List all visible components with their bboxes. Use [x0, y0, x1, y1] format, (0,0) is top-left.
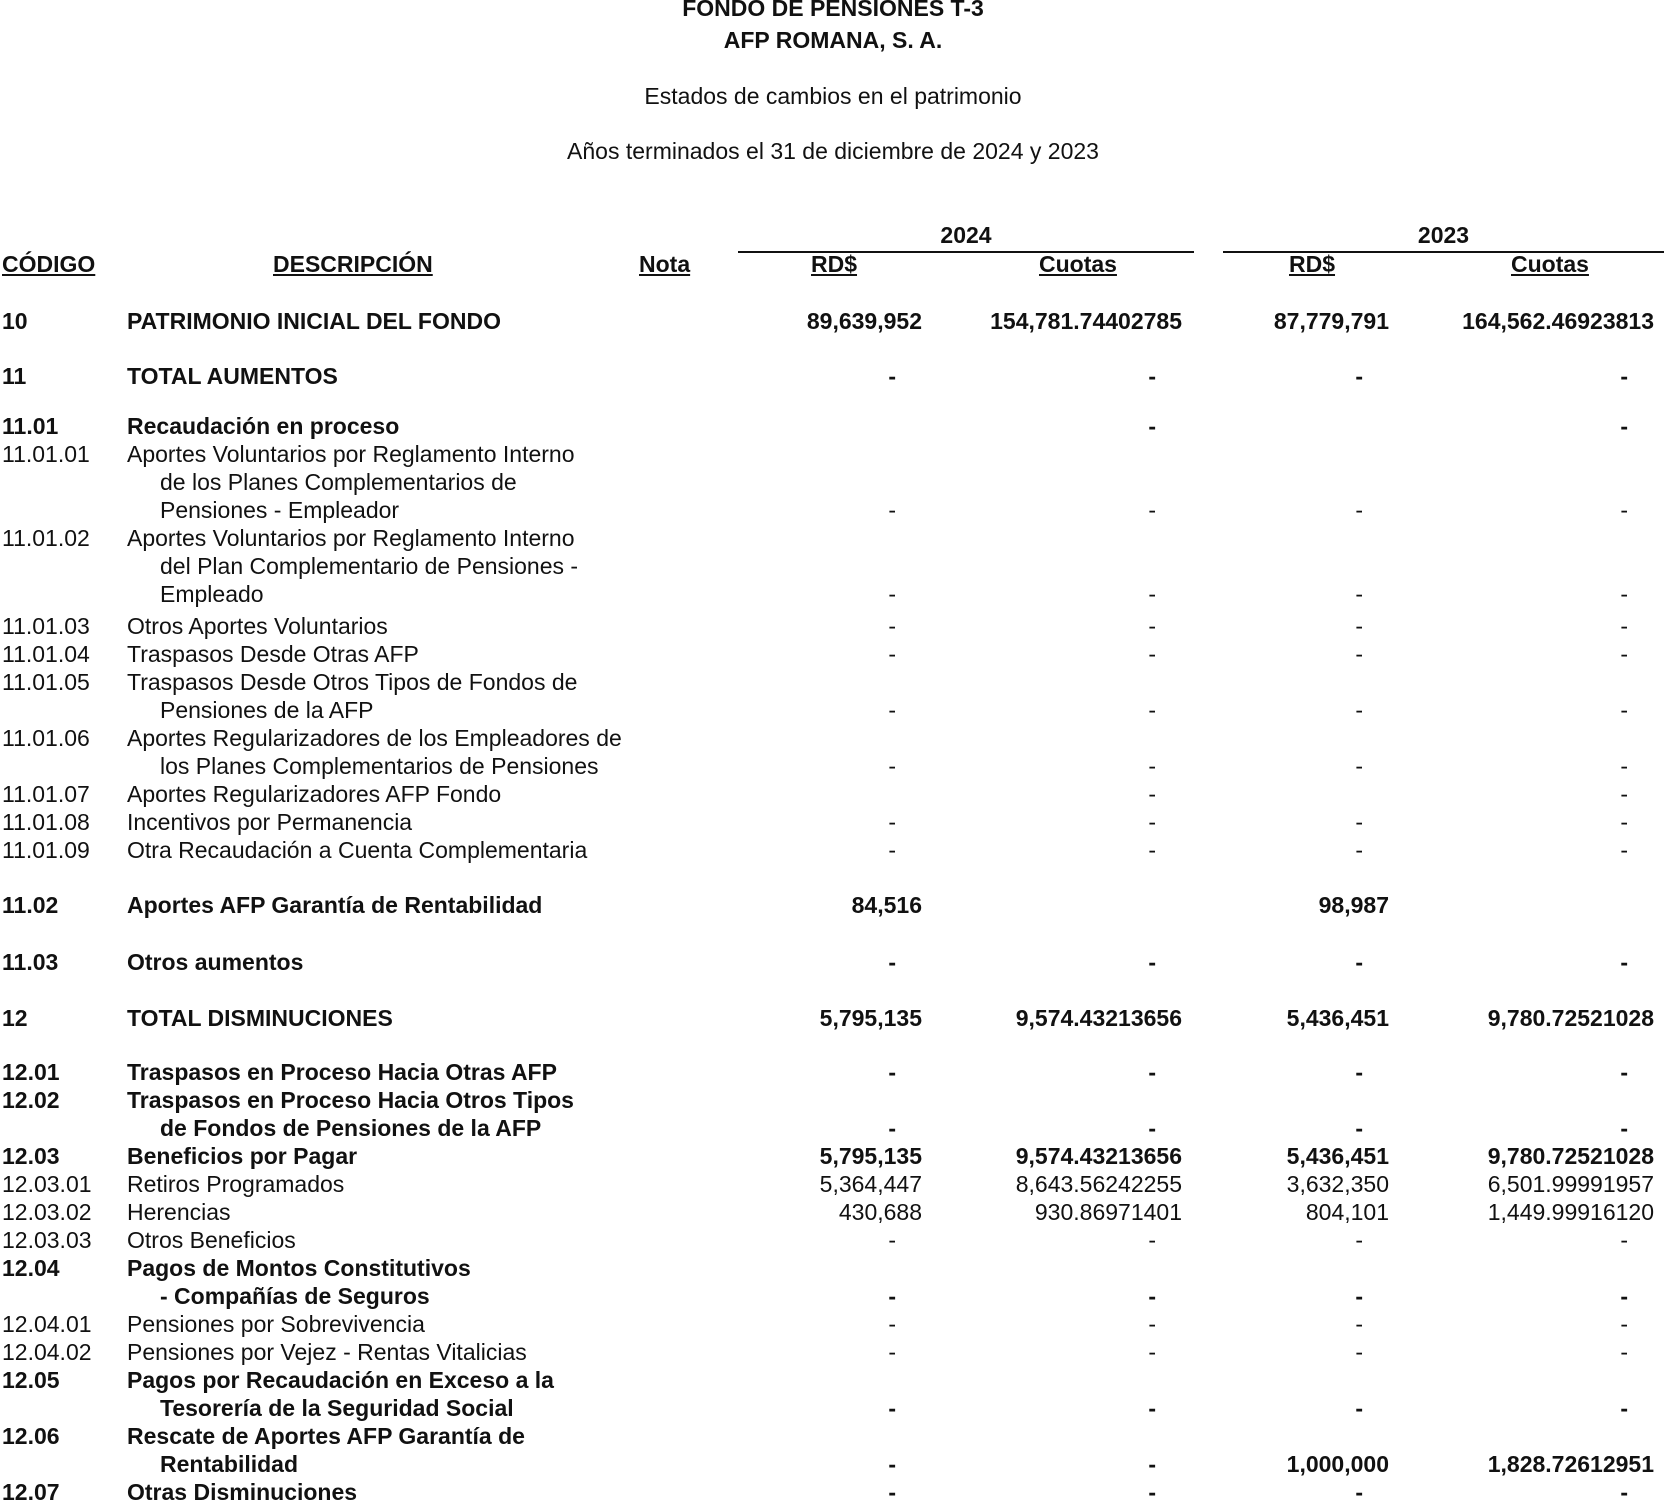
value-rd-2024: - [888, 363, 896, 389]
row-code: 12.01 [2, 1059, 60, 1085]
value-rd-2023: 5,436,451 [1286, 1143, 1389, 1169]
value-rd-2023: - [1355, 1479, 1363, 1505]
value-rd-2024: - [888, 1339, 896, 1365]
row-code: 11.01.01 [2, 441, 90, 467]
value-rd-2023: - [1355, 641, 1363, 667]
value-cuotas-2023: - [1620, 613, 1628, 639]
value-rd-2023: - [1355, 1311, 1363, 1337]
row-code: 10 [2, 308, 28, 334]
value-cuotas-2024: 154,781.74402785 [990, 308, 1182, 334]
value-cuotas-2023: 1,828.72612951 [1487, 1451, 1654, 1477]
row-description: Traspasos Desde Otros Tipos de Fondos de Pensiones de la AFP [127, 669, 578, 723]
statement-name: Estados de cambios en el patrimonio [644, 83, 1022, 109]
value-cuotas-2024: - [1148, 363, 1156, 389]
value-rd-2023: - [1355, 753, 1363, 779]
col-header-cuotas-2023: Cuotas [1511, 251, 1589, 277]
row-code: 12 [2, 1005, 28, 1031]
row-description: Otras Disminuciones [127, 1479, 358, 1505]
value-rd-2023: - [1355, 1115, 1363, 1141]
row-code: 11.02 [2, 892, 59, 918]
value-rd-2023: 98,987 [1318, 892, 1389, 918]
row-description: Traspasos en Proceso Hacia Otras AFP [127, 1059, 557, 1085]
value-cuotas-2024: - [1148, 781, 1156, 807]
row-description: Beneficios por Pagar [127, 1143, 358, 1169]
value-rd-2024: - [888, 949, 896, 975]
value-cuotas-2023: - [1620, 1227, 1628, 1253]
value-cuotas-2023: - [1620, 1283, 1628, 1309]
value-rd-2024: - [888, 1479, 896, 1505]
row-description: Aportes Regularizadores AFP Fondo [127, 781, 502, 807]
row-code: 11.01.07 [2, 781, 90, 807]
value-cuotas-2024: - [1148, 1451, 1156, 1477]
row-description: Pensiones por Vejez - Rentas Vitalicias [127, 1339, 527, 1365]
value-cuotas-2023: - [1620, 1059, 1628, 1085]
row-code: 12.02 [2, 1087, 60, 1113]
row-description: Aportes Voluntarios por Reglamento Interno del Plan Complementario de Pensiones - Empleado [127, 525, 579, 607]
value-cuotas-2023: - [1620, 697, 1628, 723]
value-cuotas-2024: - [1148, 1059, 1156, 1085]
value-cuotas-2023: - [1620, 753, 1628, 779]
value-cuotas-2023: 6,501.99991957 [1487, 1171, 1654, 1197]
value-cuotas-2023: - [1620, 1311, 1628, 1337]
row-description: Rescate de Aportes AFP Garantía de Rentabilidad [127, 1423, 525, 1477]
value-cuotas-2023: - [1620, 809, 1628, 835]
value-cuotas-2023: - [1620, 641, 1628, 667]
col-header-codigo: CÓDIGO [2, 251, 96, 277]
value-cuotas-2023: 9,780.72521028 [1487, 1143, 1654, 1169]
value-cuotas-2024: 9,574.43213656 [1015, 1143, 1182, 1169]
value-rd-2023: - [1355, 1339, 1363, 1365]
company-name: AFP ROMANA, S. A. [723, 27, 943, 53]
value-rd-2024: - [888, 837, 896, 863]
col-header-rd-2023: RD$ [1289, 251, 1336, 277]
row-code: 11.01.03 [2, 613, 90, 639]
value-cuotas-2024: - [1148, 697, 1156, 723]
row-code: 12.03.02 [2, 1199, 92, 1225]
value-rd-2023: - [1355, 1227, 1363, 1253]
row-code: 11.01.02 [2, 525, 90, 551]
value-rd-2024: 5,795,135 [819, 1143, 922, 1169]
value-rd-2023: - [1355, 697, 1363, 723]
value-cuotas-2023: - [1620, 413, 1628, 439]
row-code: 11.01.06 [2, 725, 90, 751]
value-rd-2024: - [888, 581, 896, 607]
value-cuotas-2024: - [1148, 1311, 1156, 1337]
value-rd-2024: 430,688 [838, 1199, 922, 1225]
row-description: Herencias [127, 1199, 231, 1225]
value-cuotas-2024: - [1148, 581, 1156, 607]
row-code: 12.04 [2, 1255, 60, 1281]
row-code: 11.01.08 [2, 809, 90, 835]
value-cuotas-2024: - [1148, 949, 1156, 975]
row-description: Otra Recaudación a Cuenta Complementaria [127, 837, 588, 863]
period-label: Años terminados el 31 de diciembre de 2024 y 2023 [567, 138, 1099, 164]
value-rd-2023: - [1355, 1059, 1363, 1085]
value-rd-2023: - [1355, 497, 1363, 523]
value-rd-2023: 1,000,000 [1286, 1451, 1389, 1477]
col-header-cuotas-2024: Cuotas [1039, 251, 1117, 277]
value-rd-2023: - [1355, 1283, 1363, 1309]
value-cuotas-2024: 8,643.56242255 [1015, 1171, 1182, 1197]
value-rd-2024: - [888, 1311, 896, 1337]
row-description: PATRIMONIO INICIAL DEL FONDO [127, 308, 501, 334]
value-rd-2023: - [1355, 581, 1363, 607]
value-cuotas-2024: - [1148, 1339, 1156, 1365]
value-rd-2023: - [1355, 1395, 1363, 1421]
row-description: Otros Aportes Voluntarios [127, 613, 388, 639]
row-description: TOTAL AUMENTOS [127, 363, 338, 389]
row-description: TOTAL DISMINUCIONES [127, 1005, 393, 1031]
value-cuotas-2023: - [1620, 781, 1628, 807]
row-code: 12.04.01 [2, 1311, 92, 1337]
row-code: 11.03 [2, 949, 59, 975]
value-rd-2024: - [888, 1227, 896, 1253]
value-cuotas-2023: - [1620, 837, 1628, 863]
row-code: 12.05 [2, 1367, 60, 1393]
value-rd-2024: 5,364,447 [819, 1171, 922, 1197]
row-description: Aportes AFP Garantía de Rentabilidad [127, 892, 543, 918]
value-cuotas-2023: 9,780.72521028 [1487, 1005, 1654, 1031]
row-description: Pensiones por Sobrevivencia [127, 1311, 425, 1337]
row-code: 11.01 [2, 413, 59, 439]
value-rd-2024: - [888, 1395, 896, 1421]
row-code: 11 [2, 363, 27, 389]
value-rd-2023: 3,632,350 [1286, 1171, 1389, 1197]
value-rd-2024: - [888, 641, 896, 667]
row-code: 11.01.09 [2, 837, 90, 863]
row-code: 12.03.01 [2, 1171, 92, 1197]
value-rd-2024: - [888, 1451, 896, 1477]
value-rd-2024: - [888, 1059, 896, 1085]
value-cuotas-2023: - [1620, 581, 1628, 607]
value-rd-2023: - [1355, 363, 1363, 389]
row-description: Recaudación en proceso [127, 413, 400, 439]
value-cuotas-2023: - [1620, 497, 1628, 523]
value-cuotas-2023: - [1620, 1479, 1628, 1505]
value-cuotas-2024: - [1148, 641, 1156, 667]
value-cuotas-2024: - [1148, 413, 1156, 439]
value-cuotas-2024: - [1148, 1395, 1156, 1421]
col-header-rd-2024: RD$ [811, 251, 858, 277]
row-description: Retiros Programados [127, 1171, 345, 1197]
row-description: Otros aumentos [127, 949, 304, 975]
value-cuotas-2024: 930.86971401 [1034, 1199, 1182, 1225]
row-description: Pagos de Montos Constitutivos - Compañías de Seguros [127, 1255, 471, 1309]
value-cuotas-2023: 1,449.99916120 [1487, 1199, 1654, 1225]
row-code: 12.04.02 [2, 1339, 92, 1365]
value-rd-2023: 804,101 [1305, 1199, 1389, 1225]
row-code: 12.03 [2, 1143, 60, 1169]
col-header-nota: Nota [639, 251, 691, 277]
value-rd-2023: 5,436,451 [1286, 1005, 1389, 1031]
value-cuotas-2024: - [1148, 837, 1156, 863]
value-rd-2024: - [888, 1283, 896, 1309]
value-cuotas-2023: - [1620, 949, 1628, 975]
value-rd-2024: 84,516 [851, 892, 922, 918]
row-description: Pagos por Recaudación en Exceso a la Tesorería de la Seguridad Social [127, 1367, 554, 1421]
value-rd-2024: 5,795,135 [819, 1005, 922, 1031]
row-description: Aportes Voluntarios por Reglamento Interno de los Planes Complementarios de Pensiones - Empleador [127, 441, 575, 523]
value-rd-2023: 87,779,791 [1273, 308, 1389, 334]
value-rd-2023: - [1355, 837, 1363, 863]
value-rd-2024: - [888, 497, 896, 523]
value-rd-2024: - [888, 753, 896, 779]
row-code: 11.01.05 [2, 669, 90, 695]
year-2023-heading: 2023 [1417, 222, 1470, 248]
row-description: Traspasos Desde Otras AFP [127, 641, 419, 667]
value-rd-2024: - [888, 613, 896, 639]
row-code: 11.01.04 [2, 641, 90, 667]
row-description: Incentivos por Permanencia [127, 809, 413, 835]
value-rd-2024: - [888, 809, 896, 835]
value-cuotas-2023: - [1620, 363, 1628, 389]
value-rd-2023: - [1355, 613, 1363, 639]
value-cuotas-2024: 9,574.43213656 [1015, 1005, 1182, 1031]
value-cuotas-2024: - [1148, 753, 1156, 779]
value-rd-2024: 89,639,952 [806, 308, 922, 334]
row-description: Aportes Regularizadores de los Empleadores de los Planes Complementarios de Pensiones [127, 725, 622, 779]
value-cuotas-2024: - [1148, 613, 1156, 639]
row-description: Otros Beneficios [127, 1227, 296, 1253]
value-rd-2023: - [1355, 809, 1363, 835]
value-cuotas-2024: - [1148, 1479, 1156, 1505]
value-cuotas-2024: - [1148, 1283, 1156, 1309]
report-title: FONDO DE PENSIONES T-3 [682, 0, 984, 21]
value-cuotas-2023: - [1620, 1395, 1628, 1421]
row-code: 12.06 [2, 1423, 60, 1449]
value-cuotas-2023: 164,562.46923813 [1462, 308, 1654, 334]
value-cuotas-2024: - [1148, 1115, 1156, 1141]
row-code: 12.07 [2, 1479, 60, 1505]
col-header-descripcion: DESCRIPCIÓN [273, 251, 433, 277]
value-cuotas-2023: - [1620, 1115, 1628, 1141]
value-cuotas-2023: - [1620, 1339, 1628, 1365]
value-rd-2023: - [1355, 949, 1363, 975]
row-code: 12.03.03 [2, 1227, 92, 1253]
value-cuotas-2024: - [1148, 809, 1156, 835]
value-rd-2024: - [888, 697, 896, 723]
value-cuotas-2024: - [1148, 497, 1156, 523]
row-description: Traspasos en Proceso Hacia Otros Tipos de Fondos de Pensiones de la AFP [127, 1087, 574, 1141]
year-2024-heading: 2024 [940, 222, 992, 248]
value-cuotas-2024: - [1148, 1227, 1156, 1253]
value-rd-2024: - [888, 1115, 896, 1141]
